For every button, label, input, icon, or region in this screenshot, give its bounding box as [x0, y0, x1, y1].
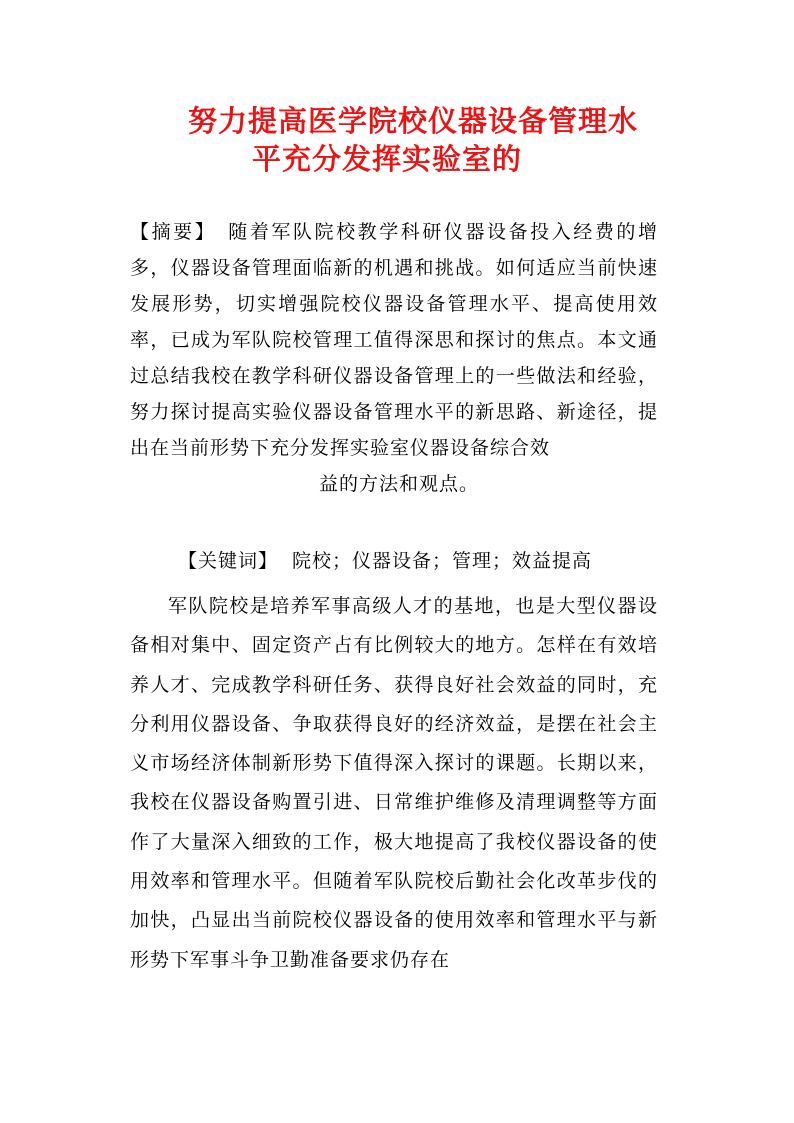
- keywords-text: 院校；仪器设备；管理；效益提高: [292, 550, 593, 572]
- abstract-section: [130, 214, 658, 502]
- abstract-last-line: 益的方法和观点。: [318, 473, 479, 495]
- keywords-label: 【关键词】: [178, 550, 279, 572]
- title-line-1: 努力提高医学院校仪器设备管理水: [188, 104, 639, 138]
- title-line-2: 平充分发挥实验室的: [252, 142, 523, 176]
- document-title: [160, 102, 690, 178]
- abstract-label: 【摘要】: [130, 221, 217, 243]
- abstract-text: 随着军队院校教学科研仪器设备投入经费的增多，仪器设备管理面临新的机遇和挑战。如何适应当前快速发展形势，切实增强院校仪器设备管理水平、提高使用效率，已成为军队院校管理工值得深思和探讨的焦点。本文通过总结我校在教学科研仪器设备管理上的一些做法和经验，努力探讨提高实验仪器设备管理水平的新思路、新途径，提出在当前形势下充分发挥实验室仪器设备综合效: [130, 221, 658, 459]
- body-paragraph: 军队院校是培养军事高级人才的基地，也是大型仪器设备相对集中、固定资产占有比例较大的地方。怎样在有效培养人才、完成教学科研任务、获得良好社会效益的同时，充分利用仪器设备、争取获得良好的经济效益，是摆在社会主义市场经济体制新形势下值得深入探讨的课题。长期以来，我校在仪器设备购置引进、日常维护维修及清理调整等方面作了大量深入细致的工作，极大地提高了我校仪器设备的使用效率和管理水平。但随着军队院校后勤社会化改革步伐的加快，凸显出当前院校仪器设备的使用效率和管理水平与新形势下军事斗争卫勤准备要求仍存在: [130, 595, 658, 971]
- keywords-section: [178, 543, 592, 579]
